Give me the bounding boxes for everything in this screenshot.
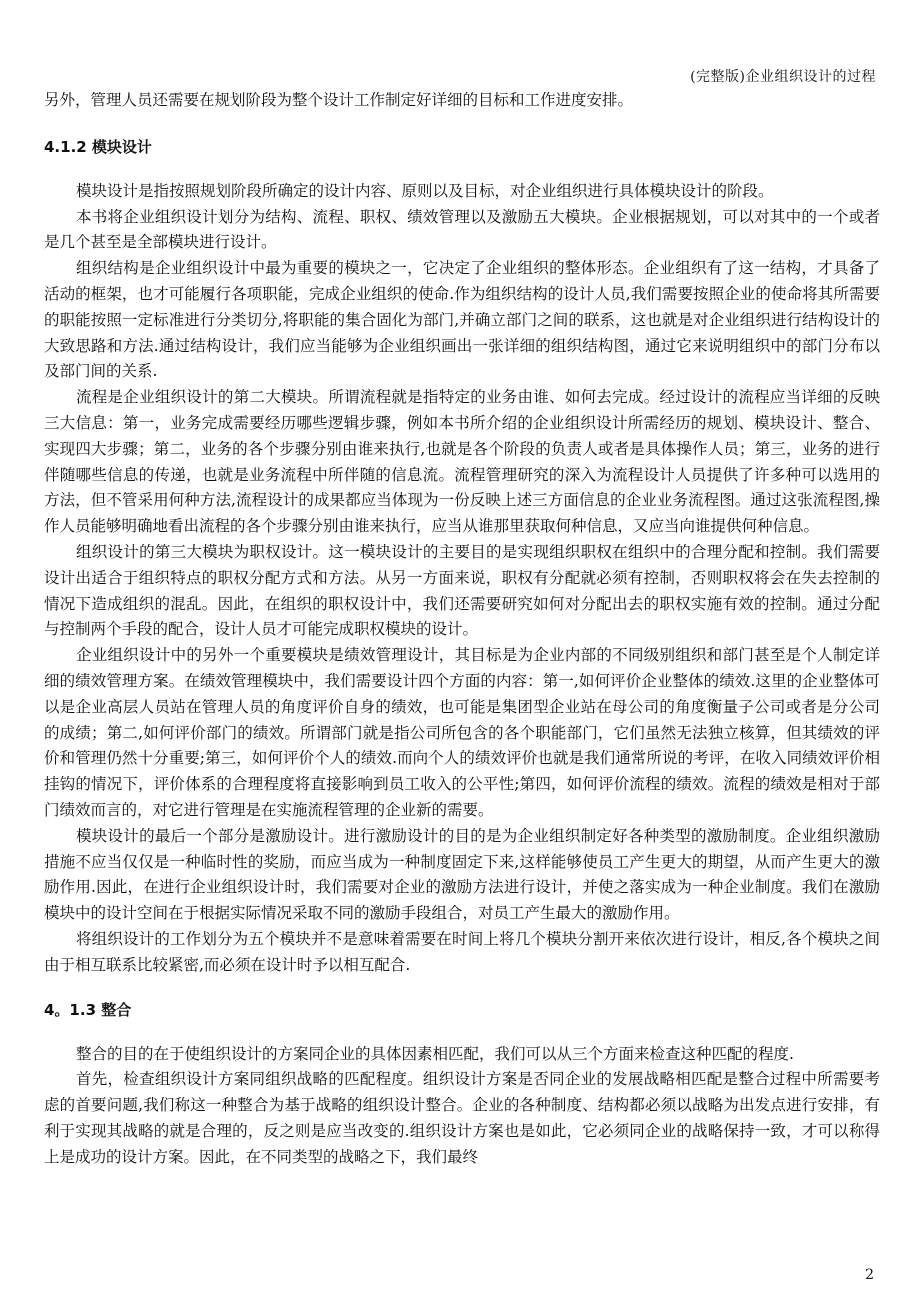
paragraph: 模块设计的最后一个部分是激励设计。进行激励设计的目的是为企业组织制定好各种类型的激励制度。企业组织激励措施不应当仅仅是一种临时性的奖励，而应当成为一种制度固定下来,这样能够使员工产生更大的期望，从而产生更大的激励作用.因此，在进行企业组织设计时，我们需要对企业的激励方法进行设计，并使之落实成为一种企业制度。我们在激励模块中的设计空间在于根据实际情况采取不同的激励手段组合，对员工产生最大的激励作用。 xyxy=(44,826,880,923)
paragraph: 模块设计是指按照规划阶段所确定的设计内容、原则以及目标，对企业组织进行具体模块设计的阶段。 xyxy=(76,181,774,200)
paragraph: 将组织设计的工作划分为五个模块并不是意味着需要在时间上将几个模块分割开来依次进行设计，相反,各个模块之间由于相互联系比较紧密,而必须在设计时予以相互配合. xyxy=(44,929,880,974)
paragraph: 组织设计的第三大模块为职权设计。这一模块设计的主要目的是实现组织职权在组织中的合理分配和控制。我们需要设计出适合于组织特点的职权分配方式和方法。从另一方面来说，职权有分配就必须有控制，否则职权将会在失去控制的情况下造成组织的混乱。因此，在组织的职权设计中，我们还需要研究如何对分配出去的职权实施有效的控制。通过分配与控制两个手段的配合，设计人员才可能完成职权模块的设计。 xyxy=(44,542,880,639)
paragraph: 流程是企业组织设计的第二大模块。所谓流程就是指特定的业务由谁、如何去完成。经过设计的流程应当详细的反映三大信息：第一，业务完成需要经历哪些逻辑步骤，例如本书所介绍的企业组织设计所需经历的规划、模块设计、整合、实现四大步骤；第二，业务的各个步骤分别由谁来执行,也就是各个阶段的负责人或者是具体操作人员；第三，业务的进行伴随哪些信息的传递，也就是业务流程中所伴随的信息流。流程管理研究的深入为流程设计人员提供了许多种可以选用的方法，但不管采用何种方法,流程设计的成果都应当体现为一份反映上述三方面信息的企业业务流程图。通过这张流程图,操作人员能够明确地看出流程的各个步骤分别由谁来执行，应当从谁那里获取何种信息，又应当向谁提供何种信息。 xyxy=(44,388,880,536)
page-content xyxy=(44,88,880,1170)
paragraph-continued: 另外，管理人员还需要在规划阶段为整个设计工作制定好详细的目标和工作进度安排。 xyxy=(44,91,634,109)
paragraph: 企业组织设计中的另外一个重要模块是绩效管理设计，其目标是为企业内部的不同级别组织和部门甚至是个人制定详细的绩效管理方案。在绩效管理模块中，我们需要设计四个方面的内容：第一,如何评价企业整体的绩效.这里的企业整体可以是企业高层人员站在管理人员的角度评价自身的绩效，也可能是集团型企业站在母公司的角度衡量子公司或者是分公司的成绩；第二,如何评价部门的绩效。所谓部门就是指公司所包含的各个职能部门，它们虽然无法独立核算，但其绩效的评价和管理仍然十分重要;第三，如何评价个人的绩效.而向个人的绩效评价也就是我们通常所说的考评，在收入同绩效评价相挂钩的情况下，评价体系的合理程度将直接影响到员工收入的公平性;第四，如何评价流程的绩效。流程的绩效是相对于部门绩效而言的，对它进行管理是在实施流程管理的企业新的需要。 xyxy=(44,646,880,819)
section-heading-4-1-2: 4.1.2 模块设计 xyxy=(44,137,152,156)
paragraph: 本书将企业组织设计划分为结构、流程、职权、绩效管理以及激励五大模块。企业根据规划，可以对其中的一个或者是几个甚至是全部模块进行设计。 xyxy=(44,207,880,252)
paragraph: 组织结构是企业组织设计中最为重要的模块之一，它决定了企业组织的整体形态。企业组织有了这一结构，才具备了活动的框架，也才可能履行各项职能，完成企业组织的使命.作为组织结构的设计人员,我们需要按照企业的使命将其所需要的职能按照一定标准进行分类切分,将职能的集合固化为部门,并确立部门之间的联系，这也就是对企业组织进行结构设计的大致思路和方法.通过结构设计，我们应当能够为企业组织画出一张详细的组织结构图，通过它来说明组织中的部门分布以及部门间的关系. xyxy=(44,259,880,381)
paragraph: 整合的目的在于使组织设计的方案同企业的具体因素相匹配，我们可以从三个方面来检查这种匹配的程度. xyxy=(76,1044,794,1063)
paragraph: 首先，检查组织设计方案同组织战略的匹配程度。组织设计方案是否同企业的发展战略相匹配是整合过程中所需要考虑的首要问题,我们称这一种整合为基于战略的组织设计整合。企业的各种制度、结构都必须以战略为出发点进行安排，有利于实现其战略的就是合理的，反之则是应当改变的.组织设计方案也是如此，它必须同企业的战略保持一致，才可以称得上是成功的设计方案。因此，在不同类型的战略之下，我们最终 xyxy=(44,1070,880,1166)
running-header: (完整版)企业组织设计的过程 xyxy=(690,69,876,85)
section-heading-4-1-3: 4。1.3 整合 xyxy=(44,1000,132,1019)
page-number: 2 xyxy=(865,1267,874,1283)
